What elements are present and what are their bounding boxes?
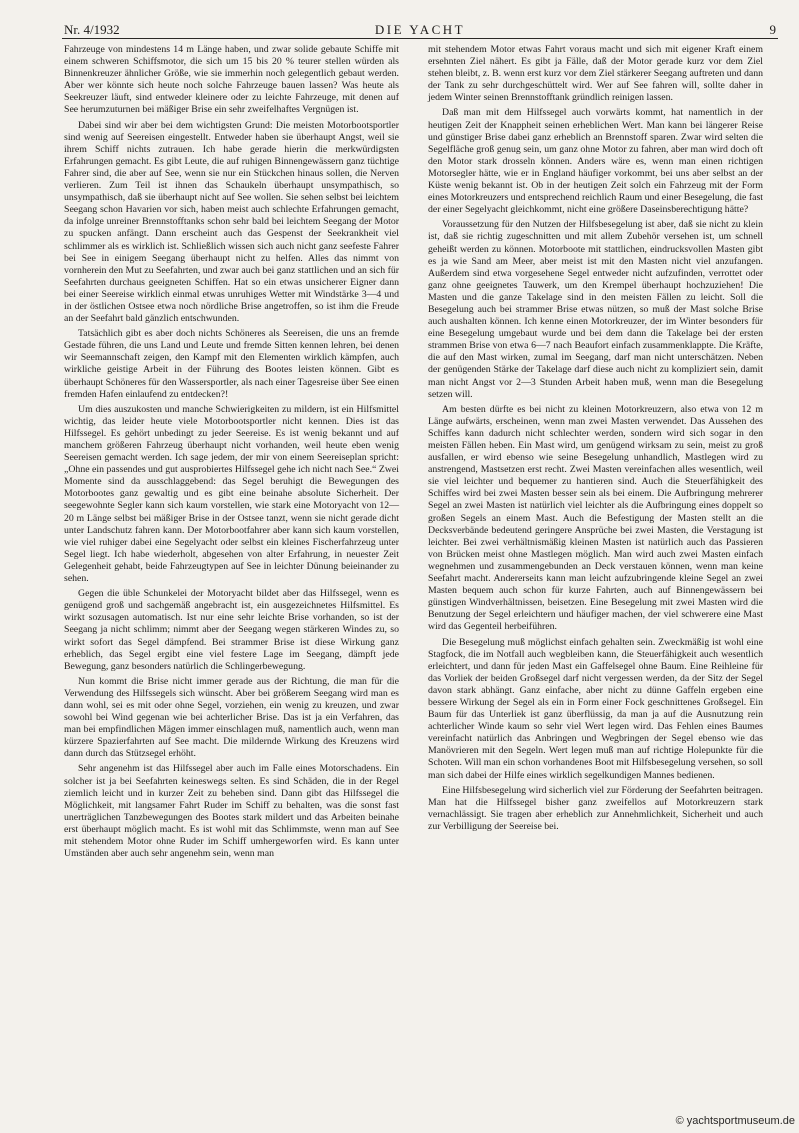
paragraph: Eine Hilfsbesegelung wird sicherlich viel zur Förderung der Seefahrten beitragen. Man hat die Hilfssegel bisher ganz zweifellos auf Motorkreuzern stark vernachlässigt. Sie tragen aber erheblich zur Annehmlichkeit, Sicherheit und auch zur Verbilligung der Seereise bei. bbox=[428, 784, 764, 832]
page-number: 9 bbox=[769, 22, 776, 37]
paragraph: Gegen die üble Schunkelei der Motoryacht bildet aber das Hilfssegel, wenn es genügend groß und sachgemäß angebracht ist, ein ausgezeichnetes Hilfsmittel. Es wirkt sozusagen automatisch. Ist nur eine sehr leichte Brise vorhanden, so ist der Seegang ja nicht schlimm; nimmt aber der Seegang wegen stärkeren Windes zu, so wirkt sofort das Segel dämpfend. Bei strammer Brise ist diese Wirkung ganz erheblich, das Segel ergibt eine viel festere Lage im Seegang, dämpft jede Bewegung, ganz besonders natürlich die Schlingerbewegung. bbox=[64, 588, 399, 672]
paragraph: Daß man mit dem Hilfssegel auch vorwärts kommt, hat namentlich in der heutigen Zeit der Knappheit seinen erheblichen Wert. Man kann bei längerer Reise und günstiger Brise dabei ganz erheblich an Brennstoff sparen. Zwar wird selten die Segelfläche groß genug sein, um ganz ohne Motor zu fahren, aber man wird doch oft den Motor stark drosseln können. Anders wäre es, wenn man einen richtigen Motorsegler hätte, wie er in England häufiger vorkommt, bei uns aber selbst an der Küste wenig bekannt ist. Ob in der heutigen Zeit solch ein Fahrzeug mit der Form eines Motorkreuzers und entsprechend reichlich Raum und einer Besegelung, die fast der einer Segelyacht gleichkommt, nicht eine größere Daseinsberechtigung hätte? bbox=[428, 107, 763, 216]
paragraph: Die Besegelung muß möglichst einfach gehalten sein. Zweckmäßig ist wohl eine Stagfock, die im Notfall auch wegbleiben kann, die Steuerfähigkeit auch wesentlich erleichtert, und dann für jeden Mast ein Gaffelsegel ohne Baum. Eine Reihleine für das Vorliek der beiden Großsegel darf nicht vergessen werden, da der Sitz der Segel davon stark abhängt. Ganz einfache, aber nicht zu dünne Gaffeln ergeben eine bessere Wirkung der Segel als ein in Form einer Fock geschnittenes Großsegel. Ein Baum für das Unterliek ist ganz überflüssig, da man ja auf die Ausnutzung rein achterlicher Winde kaum so sehr viel Wert legen wird. Das Fehlen eines Baumes vereinfacht natürlich das Anbringen und Wegbringen der Segel ebenso wie das Manövrieren mit den Segeln. Wert legen muß man auf richtige Holepunkte für die Schoten. Will man ein schon vorhandenes Boot mit Hilfsbesegelung versehen, so soll man sich dabei der Hilfe eines wirklich segelkundigen Mannes bedienen. bbox=[428, 636, 763, 781]
paragraph: Fahrzeuge von mindestens 14 m Länge haben, und zwar solide gebaute Schiffe mit einem schweren Schiffsmotor, die sich um 15 bis 20 % teurer stellen würden als Binnenkreuzer ähnlicher Größe, wie sie immerhin noch gelegentlich gebaut werden. Aber wer könnte sich heute noch solche Fahrzeuge bauen lassen? Was heute als Seekreuzer läuft, sind entweder kleinere oder zu leichte Fahrzeuge, mit denen auf See herumzuturnen bei mäßiger Brise ein sehr zweifelhaftes Vergnügen ist. bbox=[64, 44, 399, 116]
paragraph: Nun kommt die Brise nicht immer gerade aus der Richtung, die man für die Verwendung des Hilfssegels sich wünscht. Aber bei größerem Seegang wird man es dann wohl, sei es mit oder ohne Segel, vorziehen, ein wenig zu kreuzen, und zwar sowohl bei Wind gegenan wie bei achterlicher Brise. Das ist ja ein Verfahren, das man bei empfindlichen Mägen immer einschlagen muß, namentlich auch, wenn man kürzere Spazierfahrten auf See macht. Die mildernde Wirkung des Kreuzens wird dann durch das Stützsegel erhöht. bbox=[64, 675, 399, 760]
paragraph: Tatsächlich gibt es aber doch nichts Schöneres als Seereisen, die uns an fremde Gestade führen, die uns Land und Leute und fremde Sitten kennen lehren, bei denen wir Seemannschaft zeigen, den Kampf mit den Elementen wirklich kämpfen, auch wirkliche geistige Arbeit in der Führung des Bootes leisten können. Gibt es überhaupt Schöneres für den Wassersportler, als nach einer Tagesreise über See einen fremden Hafen einlaufend zu entdecken?! bbox=[64, 328, 399, 400]
magazine-title: DIE YACHT bbox=[374, 22, 466, 37]
header-rule bbox=[62, 38, 778, 39]
paragraph: Voraussetzung für den Nutzen der Hilfsbesegelung ist aber, daß sie nicht zu klein ist, daß sie richtig zugeschnitten und mit allem Zubehör versehen ist, um schnell geheißt werden zu können. Motorboote mit stattlichen, eindrucksvollen Masten gibt es ja wie Sand am Meer, aber meist ist mit den Masten nicht viel anzufangen. Außerdem sind etwa vorgesehene Segel entweder nicht aufzufinden, verrottet oder ganz ohne geeignetes Tauwerk, um den Krempel überhaupt hochzuziehen! Die Masten und die ganze Takelage sind in den meisten Fällen zu leicht. Soll die Besegelung auch bei strammer Brise etwas nützen, so muß der Mast solche Brise auch aushalten können. Ich kenne einen Motorkreuzer, der im Winter besonders für eine Besegelung umgebaut wurde und bei dem dann die Takelage bei der ersten strammen Brise von etwa 6—7 nach Beaufort einfach zusammenklappte. Die Kräfte, die auf den Mast wirken, zumal im Seegang, darf man nicht unterschätzen. Neben der genügenden Stärke der Takelage darf diese auch nicht zu kompliziert sein, damit man nicht Angst vor 2—3 Stunden Arbeit haben muß, wenn man die Besegelung setzen will. bbox=[428, 219, 763, 400]
paragraph: Um dies auszukosten und manche Schwierigkeiten zu mildern, ist ein Hilfsmittel wichtig, das leider heute viele Motorbootsportler nicht kennen. Dies ist das Hilfssegel. Es gehört unbedingt zu jeder Seereise. Es ist wenig bekannt und auf manchem größeren Fahrzeug überhaupt nicht vorhanden, weil heute eben wenig Seereisen gemacht werden. Ich sage jedem, der mir von einem Seereiseplan spricht: „Ohne ein passendes und gut ausprobiertes Hilfssegel gehe ich nicht nach See.“ Zwei Momente sind da ausschlaggebend: das Segel beruhigt die Bewegungen des Motorbootes ganz gewaltig und es gibt eine beinahe absolute Sicherheit. Der seegewohnte Segler kann sich kaum vorstellen, wie stark eine Motoryacht von 12—20 m Länge selbst bei mäßiger Brise in der Ostsee tanzt, wenn sie nicht gerade dicht unter Landschutz fahren kann. Der Motorbootfahrer aber kann sich kaum vorstellen, wie viel ruhiger dabei eine Segelyacht oder selbst ein kleines Fischerfahrzeug unter Segel liegt. Ich habe wiederholt, abgesehen von alter Erfahrung, in neuester Zeit Gelegenheit gehabt, beide Fahrzeugtypen auf See in leichter Dünung beieinander zu sehen. bbox=[64, 403, 399, 585]
issue-number: Nr. 4/1932 bbox=[64, 22, 120, 37]
paragraph: mit stehendem Motor etwas Fahrt voraus macht und sich mit eigener Kraft einem ersehnten Ziel nähert. Es gibt ja Fälle, daß der Motor gerade kurz vor dem Ziel stehen bleibt, z. B. wenn erst kurz vor dem Ziel stärkerer Seegang auftreten und dann der Tank zu sehr durchgeschüttelt wird. Wer auf See fahren will, sollte daher in jedem Winter seinen Brennstofftank gründlich reinigen lassen. bbox=[428, 44, 763, 104]
copyright-watermark: © yachtsportmuseum.de bbox=[675, 1115, 795, 1127]
paragraph: Am besten dürfte es bei nicht zu kleinen Motorkreuzern, also etwa von 12 m Länge aufwärts, erscheinen, wenn man zwei Masten verwendet. Das Aussehen des Schiffes kann dadurch nicht schlechter werden, sondern wird sich sogar in den meisten Fällen heben. Ein Mast wird, um genügend wirksam zu sein, meist zu groß ausfallen, er wird ebenso wie seine Besegelung unhandlich, Mastlegen wird zu anstrengend, Mastsetzen erst recht. Zwei Masten vereinfachen alles wesentlich, weil sie viel leichter und bequemer zu hantieren sind. Auch die Steuerfähigkeit des Schiffes wird bei zwei Masten besser sein als bei einem. Die Aufbringung mehrerer Segel an zwei Masten ist natürlich viel leichter als die Aufbringung eines doppelt so großen Segels an einem Mast. Auch die Befestigung der Masten stellt an die Decksverbände bedeutend geringere Ansprüche bei zwei Masten, die Verstagung ist leichter. Bei zwei verhältnismäßig kleinen Masten ist natürlich auch das Passieren von Brücken meist ohne Mastlegen möglich. Man wird auch zwei Masten einfach wegnehmen und zusammengebunden an Deck verstauen können, wenn man keine Seefahrt macht. Andererseits kann man leicht aufzubringende kleine Segel an zwei Masten bequem auch schon für kurze Fahrten, auch auf Binnengewässern bei günstigen Windverhältnissen, beisetzen. Eine Besegelung mit zwei Masten wird die Benutzung der Segel erleichtern und häufiger machen, der viel schwerere eine Mast wird das Gegenteil herbeiführen. bbox=[428, 403, 763, 633]
paragraph: Sehr angenehm ist das Hilfssegel aber auch im Falle eines Motorschadens. Ein solcher ist ja bei Seefahrten keineswegs selten. Es sind Schäden, die in der Regel ziemlich leicht und in kurzer Zeit zu beheben sind. Dann gibt das Hilfssegel die Möglichkeit, mit langsamer Fahrt Ruder im Schiff zu behalten, was die sonst fast unerträglichen Tanzbewegungen des Bootes stark mildert und das Arbeiten beinahe erst überhaupt möglich macht. Es ist wohl mit das Schlimmste, wenn man auf See mit stehendem Motor ohne Ruder im Schiff umhergeworfen wird. Es kann unter Umständen aber auch sehr angenehm sein, wenn man bbox=[64, 763, 399, 860]
paragraph: Dabei sind wir aber bei dem wichtigsten Grund: Die meisten Motorbootsportler sind wenig auf Seereisen eingestellt. Entweder haben sie überhaupt Angst, weil sie ihrem Schiff nichts zutrauen. Ich habe gerade hierin die merkwürdigsten Erfahrungen gemacht. Es gibt Leute, die auf ruhigen Binnengewässern ganz tüchtige Fahrer sind, die aber auf See, wenn sie nur ein Stückchen hinaus sollen, die Nerven verlieren. Zum Teil ist ihnen das Schaukeln überhaupt unsympathisch, so unsympathisch, daß sie überhaupt nicht auf See wollen. Sie sehen selbst bei leichtem Seegang schon Havarien vor sich, haben meist auch schlechte Erfahrungen gemacht, da infolge unreiner Brennstofftanks schon sehr bald bei leichtem Seegang der Motor zu spucken anfängt. Dann erscheint auch das Gespenst der Seekrankheit viel schlimmer als es wirklich ist. Schließlich wissen sich auch nicht ganz seefeste Fahrer bei See in einigem Seegang überhaupt nicht zu helfen. Alles das nimmt von vornherein den Mut zu Seefahrten, und zwar auch bei ganz stattlichen und an sich für Seefahrten durchaus geeigneten Schiffen. Hat so ein etwas unsicherer Eigner dann bei einer Seereise wirklich einmal etwas unruhiges Wetter mit Windstärke 3—4 und in der östlichen Ostsee etwa noch nördliche Brise angetroffen, so ist ihm die Freude an der Seefahrt bald gänzlich entschwunden. bbox=[64, 119, 399, 325]
right-column bbox=[428, 44, 763, 836]
left-column bbox=[64, 44, 399, 863]
